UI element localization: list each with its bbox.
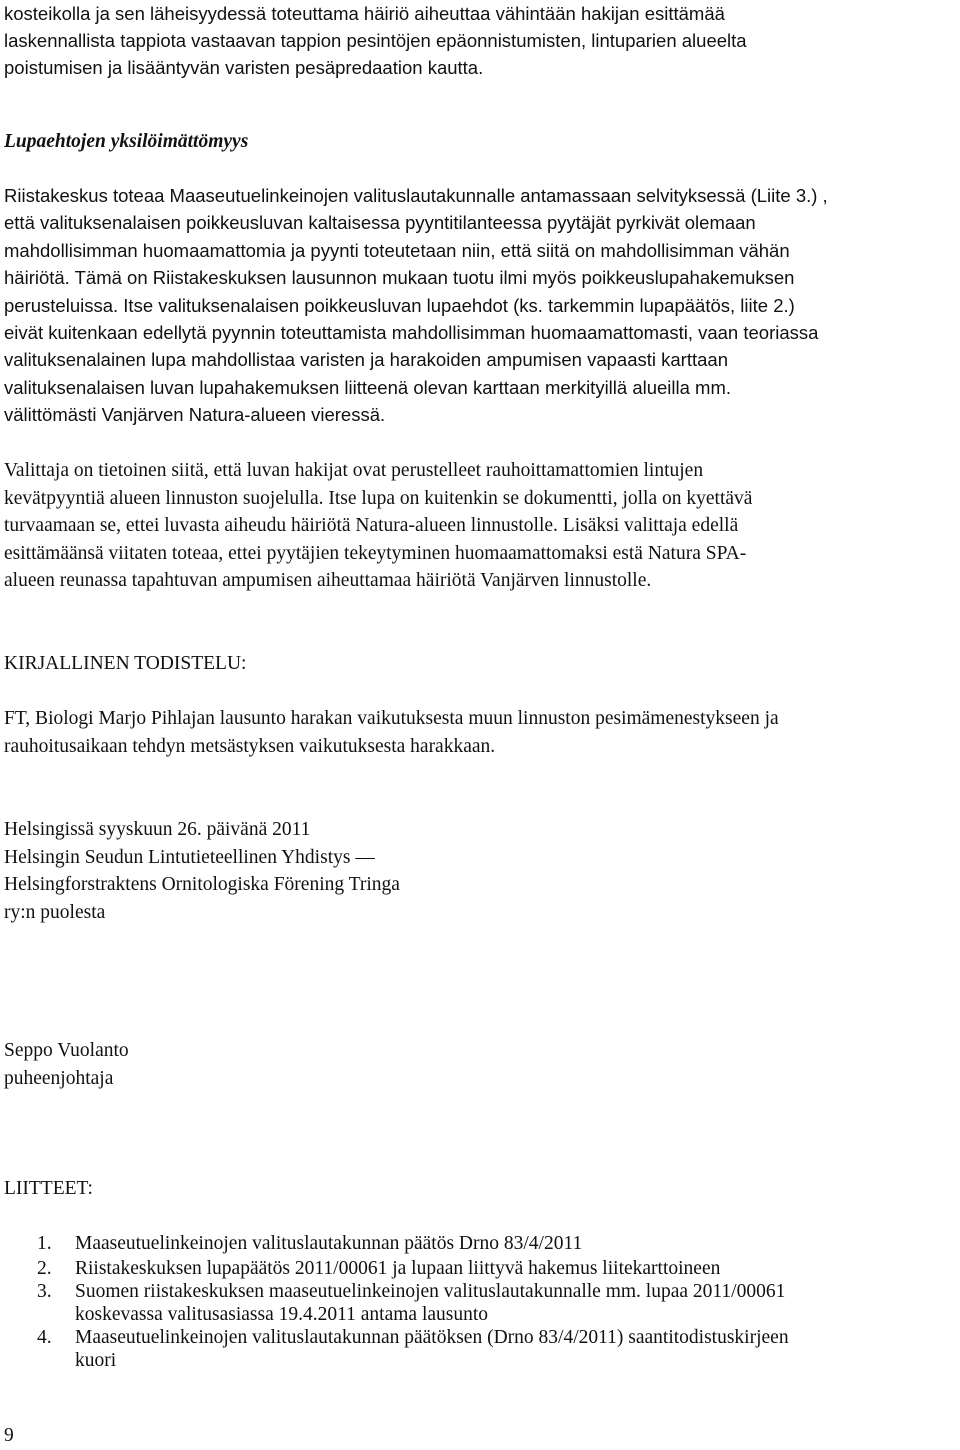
paragraph-line: kevätpyyntiä alueen linnuston suojelulla. Itse lupa on kuitenkin se dokumentti, jolla on kyettävä xyxy=(4,487,753,509)
paragraph-line: välittömästi Vanjärven Natura-alueen vieressä. xyxy=(4,404,386,426)
paragraph-line: eivät kuitenkaan edellytä pyynnin toteuttamista mahdollisimman huomaamattomasti, vaan teoriassa xyxy=(4,322,819,344)
list-item-number: 4. xyxy=(37,1327,52,1348)
paragraph-line: laskennallista tappiota vastaavan tappion pesintöjen epäonnistumisten, lintuparien alueelta xyxy=(4,30,747,51)
section-heading: Lupaehtojen yksilöimättömyys xyxy=(4,131,249,152)
paragraph-riistakeskus xyxy=(4,182,954,429)
list-item-text: Suomen riistakeskuksen maaseutuelinkeinojen valituslautakunnalle mm. lupaa 2011/00061 xyxy=(75,1281,786,1302)
list-item-text: kuori xyxy=(75,1350,117,1371)
paragraph-line: Riistakeskus toteaa Maaseutuelinkeinojen valituslautakunnalle antamassaan selvityksessä (Liite 3.) , xyxy=(4,185,828,206)
list-item xyxy=(0,1280,955,1326)
paragraph-line: alueen reunassa tapahtuvan ampumisen aiheuttamaa häiriötä Vanjärven linnustolle. xyxy=(4,570,652,591)
list-item-number: 2. xyxy=(37,1258,52,1279)
paragraph-line: poistumisen ja lisääntyvän varisten pesäpredaation kautta. xyxy=(4,57,484,78)
closing-line: Helsingissä syyskuun 26. päivänä 2011 xyxy=(4,819,311,840)
paragraph-valittaja xyxy=(4,457,954,595)
list-item-text: Maaseutuelinkeinojen valituslautakunnan päätöksen (Drno 83/4/2011) saantitodistuskirjeen xyxy=(75,1327,789,1348)
closing-block xyxy=(4,816,954,926)
written-evidence-heading: KIRJALLINEN TODISTELU: xyxy=(4,653,247,674)
paragraph-line: mahdollisimman huomaamattomia ja pyynti toteutetaan niin, että siitä on mahdollisimman vähän xyxy=(4,239,790,261)
paragraph-line: esittämäänsä viitaten toteaa, ettei pyytäjien tekeytyminen huomaamattomaksi estä Natura SPA- xyxy=(4,542,747,564)
page-number: 9 xyxy=(4,1425,14,1446)
paragraph-line: kosteikolla ja sen läheisyydessä toteuttama häiriö aiheuttaa vähintään hakijan esittämää xyxy=(4,3,725,24)
paragraph-top xyxy=(4,0,954,81)
paragraph-line: perusteluissa. Itse valituksenalaisen poikkeusluvan lupaehdot (ks. tarkemmin lupapäätös, liite 2.) xyxy=(4,294,795,316)
signatory-name: Seppo Vuolanto xyxy=(4,1040,129,1061)
list-item-number: 1. xyxy=(37,1233,52,1254)
signatory-block xyxy=(4,1037,954,1092)
signatory-title: puheenjohtaja xyxy=(4,1067,114,1089)
closing-line: Helsingin Seudun Lintutieteellinen Yhdistys — xyxy=(4,846,375,868)
list-item-number: 3. xyxy=(37,1281,52,1302)
closing-line: Helsingforstraktens Ornitologiska Förening Tringa xyxy=(4,874,400,895)
paragraph-line: turvaamaan se, ettei luvasta aiheudu häiriötä Natura-alueen linnustolle. Lisäksi valittaja edellä xyxy=(4,515,739,536)
closing-line: ry:n puolesta xyxy=(4,901,106,923)
list-item-text: Maaseutuelinkeinojen valituslautakunnan päätös Drno 83/4/2011 xyxy=(75,1233,583,1254)
paragraph-line: että valituksenalaisen poikkeusluvan kaltaisessa pyyntitilanteessa pyytäjät pyrkivät olemaan xyxy=(4,212,756,234)
written-evidence-body xyxy=(4,705,954,760)
paragraph-line: Valittaja on tietoinen siitä, että luvan hakijat ovat perustelleet rauhoittamattomien lintujen xyxy=(4,460,704,481)
attachments-list xyxy=(0,1232,955,1372)
paragraph-line: valituksenalainen lupa mahdollistaa varisten ja harakoiden ampumisen vapaasti karttaan xyxy=(4,349,728,371)
list-item-text: koskevassa valitusasiassa 19.4.2011 antama lausunto xyxy=(75,1304,489,1325)
paragraph-line: FT, Biologi Marjo Pihlajan lausunto harakan vaikutuksesta muun linnuston pesimämenestykseen ja xyxy=(4,708,779,729)
list-item-text: Riistakeskuksen lupapäätös 2011/00061 ja lupaan liittyvä hakemus liitekarttoineen xyxy=(75,1258,721,1279)
list-item xyxy=(0,1326,955,1372)
list-item xyxy=(0,1257,955,1280)
paragraph-line: rauhoitusaikaan tehdyn metsästyksen vaikutuksesta harakkaan. xyxy=(4,735,496,757)
paragraph-line: valituksenalaisen luvan lupahakemuksen liitteenä olevan karttaan merkityillä alueilla mm. xyxy=(4,376,732,398)
attachments-heading: LIITTEET: xyxy=(4,1178,93,1199)
paragraph-line: häiriötä. Tämä on Riistakeskuksen lausunnon mukaan tuotu ilmi myös poikkeuslupahakemuksen xyxy=(4,267,795,289)
list-item xyxy=(0,1232,955,1255)
